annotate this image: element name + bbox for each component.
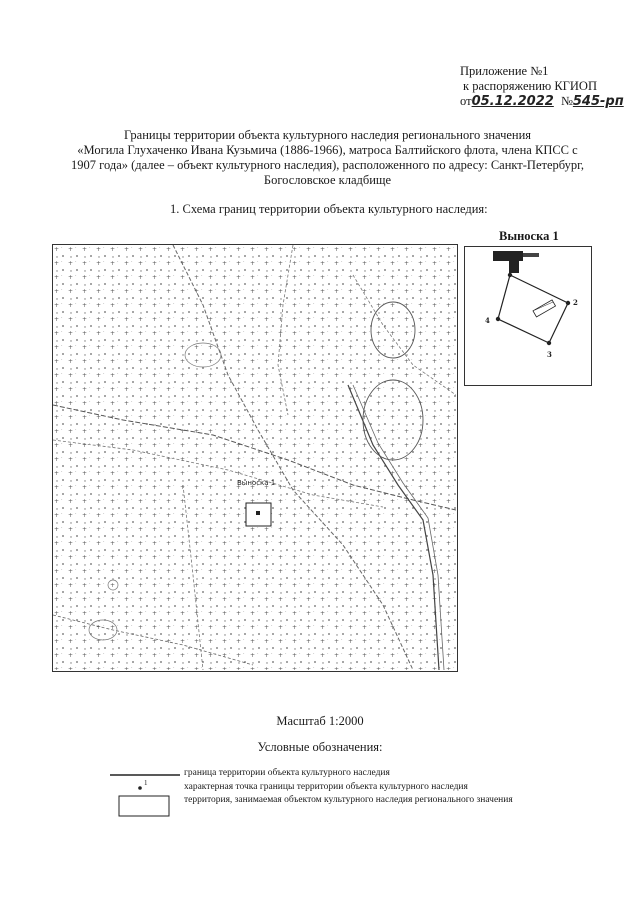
- number-prefix: №: [560, 94, 573, 108]
- date-prefix: от: [460, 94, 472, 108]
- callout-drawing: [465, 247, 590, 384]
- appendix-number: Приложение №1: [460, 64, 549, 78]
- legend-point-marker: 1: [144, 779, 148, 787]
- map-drawing: [53, 245, 456, 670]
- title-line-3: 1907 года» (далее – объект культурного наследия), расположенного по адресу: Санкт-Петербург,: [71, 158, 584, 172]
- object-territory-polygon: [498, 275, 568, 343]
- boundary-scheme-map: [52, 244, 458, 672]
- order-number: 545-рп: [572, 94, 624, 109]
- legend-boundary-text: граница территории объекта культурного наследия: [184, 768, 390, 778]
- title-line-4: Богословское кладбище: [263, 173, 392, 187]
- point-label-3: 3: [547, 350, 552, 359]
- point-label-2: 2: [573, 298, 578, 307]
- boundary-point-3: [547, 341, 551, 345]
- section-heading: 1. Схема границ территории объекта культурного наследия:: [170, 202, 488, 216]
- appendix-header: [460, 64, 624, 109]
- boundary-point-1: [508, 273, 512, 277]
- boundary-point-4: [496, 317, 500, 321]
- callout-map: [464, 246, 592, 386]
- legend-heading: Условные обозначения:: [257, 740, 383, 754]
- legend-point-text: характерная точка границы территории объекта культурного наследия: [184, 782, 468, 792]
- point-label-1: 1: [513, 262, 518, 271]
- document-title: [40, 128, 615, 188]
- map-callout-label: Выноска 1: [237, 479, 276, 487]
- map-scale: Масштаб 1:2000: [276, 714, 364, 728]
- callout-title: Выноска 1: [499, 229, 559, 243]
- boundary-point-2: [566, 301, 570, 305]
- legend-territory-text: территория, занимаемая объектом культурного наследия регионального значения: [184, 795, 513, 805]
- appendix-date-number: [460, 94, 624, 109]
- title-line-1: Границы территории объекта культурного наследия регионального значения: [123, 128, 532, 142]
- order-date: 05.12.2022: [471, 94, 554, 109]
- title-line-2: «Могила Глухаченко Ивана Кузьмича (1886-1966), матроса Балтийского флота, члена КПСС с: [77, 143, 578, 157]
- territory-symbol: [110, 795, 180, 817]
- point-label-4: 4: [485, 316, 490, 325]
- appendix-order-ref: к распоряжению КГИОП: [463, 79, 597, 93]
